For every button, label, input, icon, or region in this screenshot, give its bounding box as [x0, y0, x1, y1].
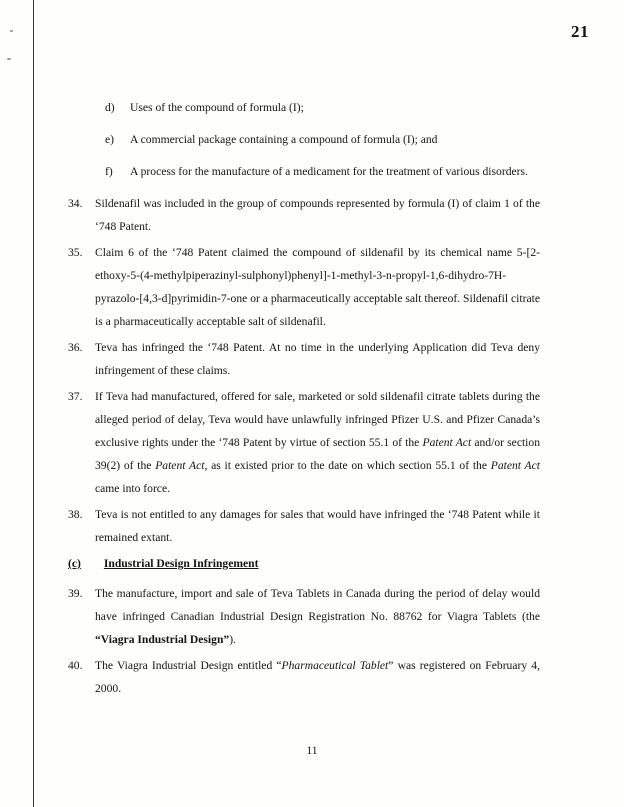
text-segment: , as it existed prior to the date on which section 55.1 of the	[204, 459, 491, 472]
list-item-label: e)	[105, 133, 115, 146]
paragraph-34	[68, 192, 540, 238]
document-body	[68, 96, 540, 703]
italic-term-patent-act: Patent Act	[422, 436, 472, 449]
paragraph-number: 39.	[68, 587, 83, 600]
paragraph-number: 37.	[68, 390, 83, 403]
text-segment: ” was registered on February 4, 2000.	[95, 659, 540, 695]
list-item-text: A process for the manufacture of a medicament for the treatment of various disorders.	[130, 165, 528, 178]
list-item-label: f)	[105, 165, 113, 178]
paragraph-number: 40.	[68, 659, 83, 672]
list-item-label: d)	[105, 101, 115, 114]
bold-term-viagra-industrial-design: “Viagra Industrial Design”	[95, 633, 230, 646]
list-item-e	[105, 128, 540, 151]
italic-term-patent-act: Patent Act	[490, 459, 541, 472]
paragraph-text: Teva is not entitled to any damages for sales that would have infringed the ‘748 Patent while it remained extant.	[95, 508, 540, 544]
claim-sublist	[68, 96, 540, 183]
section-heading-c	[68, 552, 540, 575]
paragraph-35	[68, 241, 540, 333]
paragraph-number: 35.	[68, 246, 83, 259]
paragraph-39	[68, 582, 540, 651]
list-item-d	[105, 96, 540, 119]
scan-artifact-line	[33, 0, 34, 807]
text-segment: The Viagra Industrial Design entitled “	[95, 659, 282, 672]
list-item-text: Uses of the compound of formula (I);	[130, 101, 304, 114]
paragraph-text	[95, 385, 540, 500]
paragraph-38	[68, 503, 540, 549]
italic-term-patent-act: Patent Act	[155, 459, 205, 472]
paragraph-number: 34.	[68, 197, 83, 210]
paragraph-text: Claim 6 of the ‘748 Patent claimed the compound of sildenafil by its chemical name 5-[2-ethoxy-5-(4-methylpiperazinyl-sulphonyl)phenyl]-1-methyl-3-n-propyl-1,6-dihydro-7H-pyrazolo-[4,3-d]pyrimidin-7-one or a pharmaceutically acceptable salt thereof. Sildenafil citrate is a pharmaceutically acceptable salt of sildenafil.	[95, 246, 540, 328]
paragraph-40	[68, 654, 540, 700]
paragraph-36	[68, 336, 540, 382]
text-segment: and/or section 39(2) of the	[95, 436, 540, 472]
scan-speck	[7, 58, 11, 60]
italic-term-pharmaceutical-tablet: Pharmaceutical Tablet	[281, 659, 389, 672]
list-item-f	[105, 160, 540, 183]
scan-speck	[10, 30, 13, 32]
list-item-text: A commercial package containing a compound of formula (I); and	[130, 133, 438, 146]
text-segment: The manufacture, import and sale of Teva Tablets in Canada during the period of delay would have infringed Canadian Industrial Design Registration No. 88762 for Viagra Tablets (the	[95, 587, 540, 623]
page-corner-number: 21	[571, 22, 589, 41]
text-segment: came into force.	[95, 482, 170, 495]
section-title: Industrial Design Infringement	[103, 557, 259, 570]
page-footer-number: 11	[306, 745, 318, 757]
paragraph-text	[95, 582, 540, 651]
text-segment: ).	[229, 633, 236, 646]
paragraph-number: 36.	[68, 341, 83, 354]
paragraph-number: 38.	[68, 508, 83, 521]
section-label: (c)	[68, 557, 81, 570]
paragraph-text: Teva has infringed the ‘748 Patent. At no time in the underlying Application did Teva deny infringement of these claims.	[95, 341, 540, 377]
paragraph-37	[68, 385, 540, 500]
text-segment: If Teva had manufactured, offered for sale, marketed or sold sildenafil citrate tablets during the alleged period of delay, Teva would have unlawfully infringed Pfizer U.S. and Pfizer Canada’s exclusive rights under the ‘748 Patent by virtue of section 55.1 of the	[95, 390, 540, 449]
paragraph-text	[95, 654, 540, 700]
paragraph-text: Sildenafil was included in the group of compounds represented by formula (I) of claim 1 of the ‘748 Patent.	[95, 197, 540, 233]
